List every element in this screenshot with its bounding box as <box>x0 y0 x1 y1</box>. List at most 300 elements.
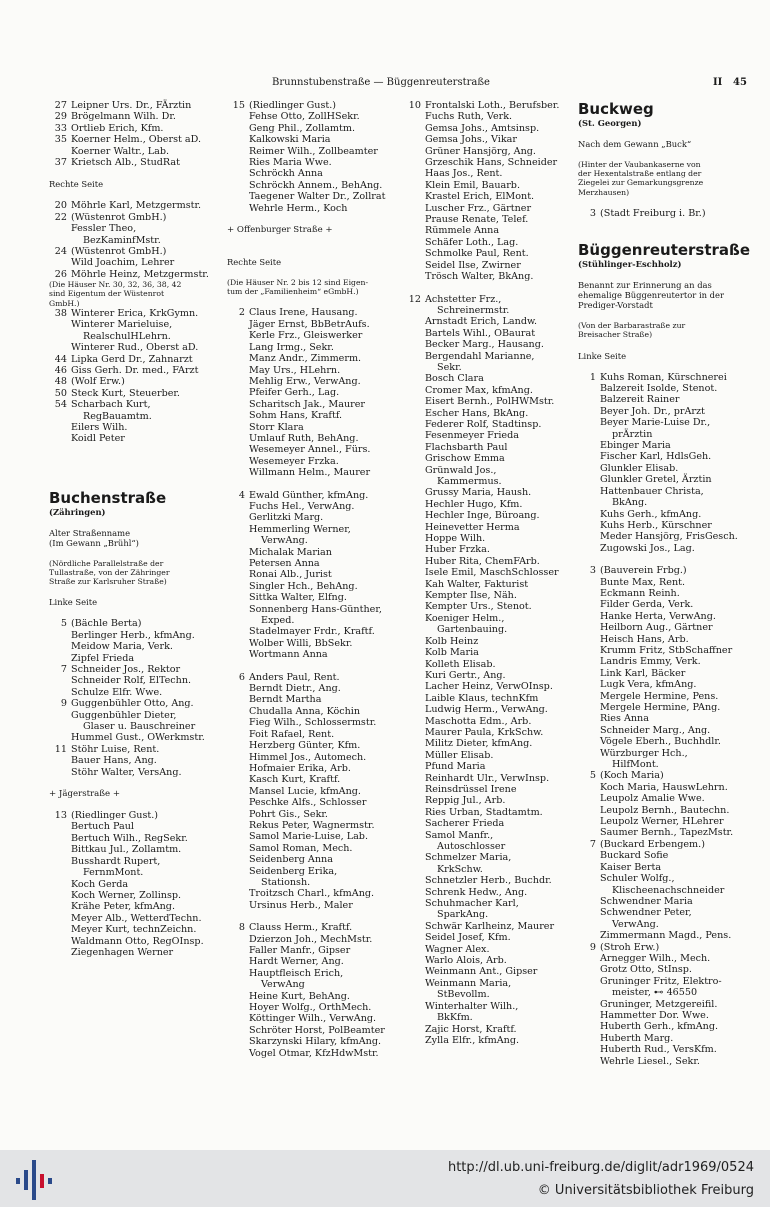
spacer <box>578 310 750 321</box>
resident-line: Huberth Marg. <box>600 1032 674 1044</box>
spacer <box>49 778 219 789</box>
resident-line: Stöhr Walter, VersAng. <box>71 766 182 778</box>
resident-line: Prause Renate, Telef. <box>425 214 529 226</box>
resident-line: Filder Gerda, Verk. <box>600 599 694 611</box>
continuation-line: RegBauamtm. <box>83 410 152 422</box>
resident-line: Beyer Marie-Luise Dr., <box>600 417 711 429</box>
spacer <box>227 246 399 257</box>
resident-line: Balzereit Isolde, Stenot. <box>600 383 718 395</box>
resident-line: Singler Hch., BehAng. <box>249 580 358 592</box>
resident-line: Hoppe Wilh. <box>425 533 486 545</box>
house-number: 2 <box>238 307 245 319</box>
street-note: GmbH.) <box>49 298 80 308</box>
spacer <box>49 548 219 559</box>
resident-name: Kuhs Roman, Kürschnerei <box>600 371 727 383</box>
resident-line: Saumer Bernh., TapezMstr. <box>600 827 734 839</box>
house-number: 9 <box>60 698 67 710</box>
resident-line: Chudalla Anna, Köchin <box>249 705 361 717</box>
directory-entry <box>49 354 219 365</box>
district-label: (Stühlinger-Eschholz) <box>578 259 682 270</box>
spacer <box>227 214 399 225</box>
section-code: II <box>713 77 723 88</box>
house-number: 20 <box>54 200 67 212</box>
resident-line: Schneider Rolf, ElTechn. <box>71 675 192 687</box>
directory-entry <box>49 100 219 111</box>
resident-line: Bosch Clara <box>425 373 484 385</box>
street-note: (Nördliche Parallelstraße der <box>49 558 164 568</box>
resident-line: Koch Maria, HauswLehrn. <box>600 781 728 793</box>
resident-line: Samol Marie-Luise, Lab. <box>249 831 368 843</box>
directory-entry <box>49 744 219 755</box>
resident-line: Schröckh Anna <box>249 168 323 180</box>
spacer <box>578 197 750 208</box>
house-number: 4 <box>238 489 245 501</box>
spacer <box>49 607 219 618</box>
resident-line: Lang Irmg., Sekr. <box>249 341 334 353</box>
spacer <box>578 219 750 241</box>
spacer <box>403 283 573 294</box>
house-number: 22 <box>54 211 67 223</box>
running-title: Brunnstubenstraße — Büggenreuterstraße <box>272 77 490 88</box>
spacer <box>49 467 219 489</box>
resident-line: Rümmele Anna <box>425 225 500 237</box>
resident-line: Haas Jos., Rent. <box>425 168 503 180</box>
resident-line: Scharitsch Jak., Maurer <box>249 398 365 410</box>
resident-line: Schäfer Loth., Lag. <box>425 236 519 248</box>
continuation-line: StBevollm. <box>437 989 490 1001</box>
directory-entry <box>227 307 399 318</box>
resident-line: Kah Walter, Fakturist <box>425 578 529 590</box>
resident-line: Hechler Hugo, Kfm. <box>425 498 523 510</box>
resident-line: Krumm Fritz, StbSchaffner <box>600 644 733 656</box>
directory-entry <box>49 376 219 387</box>
resident-line: Cromer Max, kfmAng. <box>425 384 533 396</box>
continuation-line: SparkAng. <box>437 909 489 921</box>
resident-line: Eilers Wilh. <box>71 421 128 433</box>
resident-line: Meyer Kurt, technZeichn. <box>71 924 197 936</box>
library-logo-icon <box>14 1158 54 1202</box>
section-label: Rechte Seite <box>49 179 104 190</box>
resident-line: Koidl Peter <box>71 433 125 445</box>
resident-line: Kempter Urs., Stenot. <box>425 601 532 613</box>
resident-line: Vogel Otmar, KfzHdwMstr. <box>249 1047 379 1059</box>
resident-name: (Wüstenrot GmbH.) <box>71 246 167 258</box>
resident-line: Schmelzer Maria, <box>425 852 512 864</box>
house-number: 1 <box>589 371 596 383</box>
resident-line: Schröckh Annem., BehAng. <box>249 179 383 191</box>
resident-line: Zajic Horst, Kraftf. <box>425 1023 517 1035</box>
resident-name: (Wolf Erw.) <box>71 376 125 388</box>
resident-line: Sohm Hans, Kraftf. <box>249 410 343 422</box>
resident-line: Wild Joachim, Lehrer <box>71 257 175 269</box>
resident-line: Schneider Marg., Ang. <box>600 724 711 736</box>
resident-line: Eisert Bernh., PolHWMstr. <box>425 396 555 408</box>
resident-line: Wehrle Liesel., Sekr. <box>600 1055 700 1067</box>
resident-line: Jäger Ernst, BbBetrAufs. <box>249 318 370 330</box>
resident-line: Kaiser Berta <box>600 861 662 873</box>
spacer <box>578 340 750 351</box>
spacer <box>49 189 219 200</box>
resident-name: (Wüstenrot GmbH.) <box>71 211 167 223</box>
section-label: Benannt zur Erinnerung an das <box>578 280 712 291</box>
section-label: Linke Seite <box>578 350 627 361</box>
resident-line: Berlinger Herb., kfmAng. <box>71 629 195 641</box>
resident-line: Vögele Eberh., Buchhdlr. <box>600 736 721 748</box>
column-3 <box>403 100 573 1046</box>
house-number: 3 <box>589 565 596 577</box>
resident-line: Schrenk Hedw., Ang. <box>425 886 528 898</box>
resident-line: Winterer Rud., Oberst aD. <box>71 342 199 354</box>
resident-line: Leupolz Werner, HLehrer <box>600 816 724 828</box>
resident-line: Hechler Inge, Büroang. <box>425 510 540 522</box>
resident-line: Berndt Dietr., Ang. <box>249 683 341 695</box>
resident-name: Clauss Herm., Kraftf. <box>249 922 353 934</box>
resident-name: Frontalski Loth., Berufsber. <box>425 100 560 111</box>
resident-name: Schneider Jos., Rektor <box>71 664 181 675</box>
directory-entry <box>49 399 219 410</box>
resident-line: Reinhardt Ulr., VerwInsp. <box>425 772 550 784</box>
viewer-footer <box>0 1150 770 1207</box>
house-number: 5 <box>60 618 67 630</box>
section-label: Rechte Seite <box>227 257 282 268</box>
continuation-line: BkAng. <box>612 497 648 509</box>
resident-line: Leupolz Amalie Wwe. <box>600 793 705 805</box>
resident-line: Weinmann Ant., Gipser <box>425 966 538 978</box>
directory-entry <box>403 100 573 111</box>
directory-entry <box>578 565 750 576</box>
resident-line: Koerner Waltr., Lab. <box>71 145 170 157</box>
resident-line: Ries Anna <box>600 713 649 725</box>
resident-line: Willmann Helm., Maurer <box>249 467 371 479</box>
resident-line: Maschotta Edm., Arb. <box>425 715 532 727</box>
resident-line: Wesemeyer Annel., Fürs. <box>249 444 371 456</box>
house-number: 6 <box>238 671 245 683</box>
resident-line: Hattenbauer Christa, <box>600 485 704 497</box>
directory-entry <box>49 111 219 122</box>
resident-line: Mehlig Erw., VerwAng. <box>249 375 361 387</box>
house-number: 27 <box>54 100 67 111</box>
resident-line: Mergele Hermine, PAng. <box>600 702 721 713</box>
resident-line: Hammetter Dor. Wwe. <box>600 1009 709 1021</box>
resident-line: Ursinus Herb., Maler <box>249 899 353 911</box>
house-number: 35 <box>54 134 67 146</box>
resident-line: Arnstadt Erich, Landw. <box>425 316 538 328</box>
street-note: (Von der Barbarastraße zur <box>578 321 686 331</box>
resident-line: Bunte Max, Rent. <box>600 576 686 588</box>
resident-line: Huberth Gerh., kfmAng. <box>600 1021 719 1033</box>
directory-entry <box>49 157 219 168</box>
directory-entry <box>49 269 219 280</box>
resident-line: Gruninger Fritz, Elektro- <box>600 975 722 987</box>
continuation-line: VerwAng <box>261 979 305 991</box>
resident-name: (Bächle Berta) <box>71 618 142 630</box>
resident-line: Beyer Joh. Dr., prArzt <box>600 405 705 417</box>
continuation-line: FernmMont. <box>83 867 144 879</box>
directory-entry <box>49 123 219 134</box>
resident-line: Warlo Alois, Arb. <box>425 955 507 967</box>
resident-line: Huberth Rud., VersKfm. <box>600 1044 717 1056</box>
resident-line: Winterer Marieluise, <box>71 319 173 331</box>
resident-line: Militz Dieter, kfmAng. <box>425 738 533 750</box>
resident-name: Giss Gerh. Dr. med., FArzt <box>71 364 199 376</box>
resident-line: Kuri Gertr., Ang. <box>425 669 506 681</box>
spacer <box>578 149 750 160</box>
resident-line: Müller Elisab. <box>425 749 494 761</box>
resident-line: Fessler Theo, <box>71 223 137 235</box>
resident-line: Schuler Wolfg., <box>600 873 675 885</box>
resident-line: Kolleth Elisab. <box>425 658 496 670</box>
resident-name: Möhrle Karl, Metzgermstr. <box>71 200 202 212</box>
resident-line: Kerle Frz., Gleiswerker <box>249 330 363 342</box>
resident-name: (Riedlinger Gust.) <box>249 100 337 111</box>
resident-line: Balzereit Rainer <box>600 394 680 406</box>
house-number: 33 <box>54 122 67 134</box>
house-number: 12 <box>408 293 421 305</box>
resident-line: Foit Rafael, Rent. <box>249 728 335 740</box>
resident-name: (Bauverein Frbg.) <box>600 565 687 577</box>
resident-line: Kempter Ilse, Näh. <box>425 590 517 602</box>
directory-entry <box>49 134 219 145</box>
resident-line: Bittkau Jul., Zollamtm. <box>71 844 182 856</box>
resident-line: Bertuch Wilh., RegSekr. <box>71 832 188 844</box>
directory-entry <box>578 372 750 383</box>
resident-name: Achstetter Frz., <box>425 293 502 305</box>
resident-line: Grzeschik Hans, Schneider <box>425 157 558 169</box>
resident-name: Steck Kurt, Steuerber. <box>71 387 180 399</box>
resident-name: Leipner Urs. Dr., FÄrztin <box>71 100 192 111</box>
resident-line: Pfund Maria <box>425 761 486 773</box>
resident-line: Landris Emmy, Verk. <box>600 656 701 668</box>
resident-line: Heinevetter Herma <box>425 521 520 533</box>
resident-name: Winterer Erica, KrkGymn. <box>71 307 199 319</box>
continuation-line: Klischeenachschneider <box>612 884 725 896</box>
document-url-link[interactable]: http://dl.ub.uni-freiburg.de/diglit/adr1969/0524 <box>447 1160 754 1175</box>
resident-line: Samol Manfr., <box>425 829 494 841</box>
spacer <box>227 296 399 307</box>
street-note: Ziegelei zur Gemarkungsgrenze <box>578 178 704 188</box>
resident-line: Zylla Elfr., kfmAng. <box>425 1034 520 1046</box>
section-label: Linke Seite <box>49 597 98 608</box>
resident-line: Koch Gerda <box>71 878 129 890</box>
street-note: tum der „Familienheim“ eGmbH.) <box>227 287 359 297</box>
column-1 <box>49 100 219 958</box>
resident-line: Seidel Josef, Kfm. <box>425 932 511 944</box>
section-label: (Im Gewann „Brühl“) <box>49 537 139 548</box>
resident-line: Mergele Hermine, Pens. <box>600 690 719 702</box>
resident-line: Gemsa Johs., Vikar <box>425 134 517 146</box>
resident-name: Möhrle Heinz, Metzgermstr. <box>71 268 209 280</box>
resident-line: Taegener Walter Dr., Zollrat <box>249 191 386 203</box>
directory-entry <box>49 365 219 376</box>
resident-line: Wesemeyer Frzka. <box>249 455 339 467</box>
resident-line: Sonnenberg Hans-Günther, <box>249 603 382 615</box>
spacer <box>227 661 399 672</box>
resident-line: Fehse Otto, ZollHSekr. <box>249 111 360 123</box>
resident-line: Wagner Alex. <box>425 943 490 955</box>
street-heading: Buckweg <box>578 100 654 118</box>
page-number: 45 <box>733 77 747 88</box>
resident-line: Geng Phil., Zollamtm. <box>249 122 356 134</box>
continuation-line: KrkSchw. <box>437 863 483 875</box>
house-number: 44 <box>54 353 67 365</box>
house-number: 7 <box>60 664 67 675</box>
street-note: (Hinter der Vaubankaserne von <box>578 160 701 169</box>
resident-line: Hoyer Wolfg., OrthMech. <box>249 1002 372 1014</box>
directory-entry <box>227 100 399 111</box>
resident-line: Seidenberg Anna <box>249 854 333 866</box>
resident-line: Schmolke Paul, Rent. <box>425 248 529 260</box>
resident-line: Schuhmacher Karl, <box>425 898 519 910</box>
directory-entry <box>227 490 399 501</box>
resident-line: Fischer Karl, HdlsGeh. <box>600 451 712 463</box>
resident-line: Grussy Maria, Haush. <box>425 487 532 499</box>
section-label: Prediger-Vorstadt <box>578 300 653 311</box>
resident-name: Anders Paul, Rent. <box>249 671 340 683</box>
resident-line: Herzberg Günter, Kfm. <box>249 740 361 752</box>
spacer <box>578 361 750 372</box>
street-note: (Die Häuser Nr. 2 bis 12 sind Eigen- <box>227 278 369 288</box>
resident-line: Arnegger Wilh., Mech. <box>600 952 711 964</box>
resident-line: Link Karl, Bäcker <box>600 667 686 679</box>
street-note: sind Eigentum der Wüstenrot <box>49 289 165 299</box>
resident-line: Kasch Kurt, Kraftf. <box>249 774 341 786</box>
house-number: 50 <box>54 387 67 399</box>
house-number: 5 <box>589 770 596 782</box>
house-number: 48 <box>54 376 67 388</box>
resident-name: Stöhr Luise, Rent. <box>71 743 160 755</box>
resident-line: Heisch Hans, Arb. <box>600 633 689 645</box>
resident-line: Stadelmayer Frdr., Kraftf. <box>249 626 375 638</box>
section-label: ehemalige Büggenreutertor in der <box>578 290 725 301</box>
resident-line: Reppig Jul., Arb. <box>425 795 506 807</box>
resident-line: Kolb Maria <box>425 647 479 659</box>
resident-line: Hofmaier Erika, Arb. <box>249 762 351 774</box>
house-number: 11 <box>54 743 67 755</box>
continuation-line: BkKfm. <box>437 1012 473 1024</box>
resident-line: Grischow Emma <box>425 453 505 465</box>
resident-line: Hummel Gust., OWerkmstr. <box>71 732 205 744</box>
resident-line: Dzierzon Joh., MechMstr. <box>249 933 373 945</box>
column-2 <box>227 100 399 1059</box>
resident-name: Krietsch Alb., StudRat <box>71 157 180 169</box>
resident-line: Ebinger Maria <box>600 440 671 452</box>
resident-name: Ewald Günther, kfmAng. <box>249 489 369 501</box>
resident-line: Winterhalter Wilh., <box>425 1000 519 1012</box>
cross-street: + Offenburger Straße + <box>227 225 333 236</box>
resident-name: Scharbach Kurt, <box>71 399 151 411</box>
resident-line: Pfeifer Gerh., Lag. <box>249 387 340 399</box>
resident-line: Schwendner Maria <box>600 895 693 907</box>
house-number: 15 <box>232 100 245 111</box>
resident-line: Hauptfleisch Erich, <box>249 967 344 979</box>
resident-line: Faller Manfr., Gipser <box>249 945 351 956</box>
resident-line: Huber Frzka. <box>425 544 490 556</box>
resident-line: Samol Roman, Mech. <box>249 842 353 854</box>
street-note: Tullastraße, von der Zähringer <box>49 567 170 577</box>
resident-line: Buckard Sofie <box>600 850 669 862</box>
continuation-line: meister, ⊷ 46550 <box>612 987 698 999</box>
spacer <box>227 235 399 246</box>
resident-line: Hardt Werner, Ang. <box>249 956 344 968</box>
resident-line: Maurer Paula, KrkSchw. <box>425 726 544 738</box>
resident-line: Gruninger, Metzgereifil. <box>600 998 718 1010</box>
resident-line: Eckmann Reinh. <box>600 587 680 599</box>
resident-line: Rekus Peter, Wagnermstr. <box>249 819 375 831</box>
resident-line: Laible Klaus, technKfm <box>425 692 539 704</box>
resident-line: Mansel Lucie, kfmAng. <box>249 785 361 797</box>
resident-name: Claus Irene, Hausang. <box>249 307 358 319</box>
resident-line: Heine Kurt, BehAng. <box>249 990 350 1002</box>
page-header <box>0 77 770 95</box>
resident-line: Ronai Alb., Jurist <box>249 569 332 581</box>
resident-line: Ludwig Herm., VerwAng. <box>425 704 548 716</box>
resident-line: Lugk Vera, kfmAng. <box>600 679 697 691</box>
house-number: 37 <box>54 157 67 169</box>
resident-name: (Koch Maria) <box>600 770 664 782</box>
resident-line: Bartels Wihl., OBaurat <box>425 327 536 339</box>
street-heading: Büggenreuterstraße <box>578 241 751 260</box>
resident-line: Himmel Jos., Automech. <box>249 751 367 763</box>
resident-name: Guggenbühler Otto, Ang. <box>71 698 194 710</box>
resident-line: Troitzsch Charl., kfmAng. <box>249 888 375 900</box>
resident-line: Zugowski Jos., Lag. <box>600 542 695 554</box>
resident-name: (Stadt Freiburg i. Br.) <box>600 207 706 219</box>
resident-line: Fuchs Hel., VerwAng. <box>249 500 355 512</box>
directory-entry <box>227 922 399 933</box>
street-note: Straße zur Karlsruher Straße) <box>49 577 167 587</box>
directory-entry <box>49 664 219 675</box>
resident-line: Ziegenhagen Werner <box>71 946 174 958</box>
resident-line: Glunkler Gretel, Ärztin <box>600 474 712 486</box>
directory-entry <box>49 810 219 821</box>
resident-line: Krastel Erich, ElMont. <box>425 191 535 203</box>
resident-line: Escher Hans, BkAng. <box>425 407 529 419</box>
spacer <box>227 267 399 278</box>
street-heading: Buchenstraße <box>49 488 167 507</box>
resident-name: Ortlieb Erich, Kfm. <box>71 122 164 134</box>
resident-line: Becker Marg., Hausang. <box>425 339 544 351</box>
resident-line: Weinmann Maria, <box>425 977 512 989</box>
resident-line: Skarzynski Hilary, kfmAng. <box>249 1036 382 1048</box>
continuation-line: Gartenbauing. <box>437 624 508 636</box>
district-label: (Zähringen) <box>49 506 106 517</box>
spacer <box>49 517 219 528</box>
resident-line: Meidow Maria, Verk. <box>71 641 173 653</box>
resident-line: Lacher Heinz, VerwOInsp. <box>425 681 553 693</box>
resident-line: Schulze Elfr. Wwe. <box>71 686 163 698</box>
resident-line: Meyer Alb., WetterdTechn. <box>71 912 202 924</box>
resident-line: Klein Emil, Bauarb. <box>425 179 520 191</box>
resident-line: Storr Klara <box>249 421 304 433</box>
house-number: 38 <box>54 307 67 319</box>
directory-entry <box>578 839 750 850</box>
continuation-line: VerwAng. <box>612 918 659 930</box>
directory-entry <box>578 770 750 781</box>
house-number: 46 <box>54 364 67 376</box>
resident-line: Pohrt Gis., Sekr. <box>249 808 328 820</box>
resident-line: Wortmann Anna <box>249 649 328 661</box>
spacer <box>49 586 219 597</box>
directory-entry <box>578 942 750 953</box>
resident-line: Federer Rolf, Stadtinsp. <box>425 418 542 430</box>
resident-line: Kuhs Gerh., kfmAng. <box>600 508 702 520</box>
resident-line: Huber Rita, ChemFArb. <box>425 555 540 567</box>
directory-entry <box>403 294 573 305</box>
resident-line: Reinsdrüssel Irene <box>425 783 517 795</box>
resident-line: Glunkler Elisab. <box>600 462 679 474</box>
street-note: Merzhausen) <box>578 187 630 197</box>
resident-name: (Riedlinger Gust.) <box>71 810 159 822</box>
